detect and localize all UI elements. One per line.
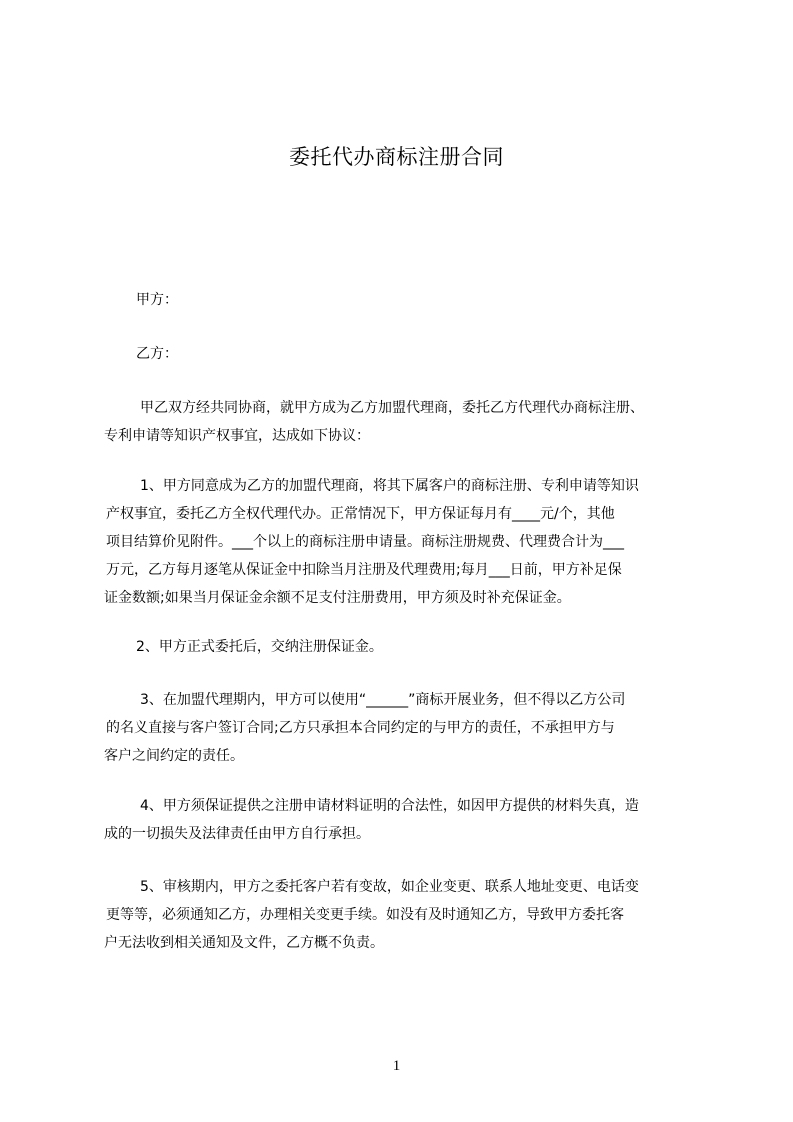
clause-1-line: 万元，乙方每月逐笔从保证金中扣除当月注册及代理费用;每月___日前，甲方补足保 <box>106 562 622 578</box>
clause-5-paragraph <box>104 873 704 957</box>
clause-2-line: 2、甲方正式委托后，交纳注册保证金。 <box>136 639 383 655</box>
party-a-label: 甲方： <box>136 292 178 308</box>
intro-line: 专利申请等知识产权事宜，达成如下协议： <box>104 428 370 444</box>
clause-5-line: 户无法收到相关通知及文件，乙方概不负责。 <box>104 935 384 951</box>
clause-1-paragraph <box>104 472 704 612</box>
intro-paragraph <box>104 394 704 450</box>
clause-3-paragraph <box>104 686 704 770</box>
clause-2-paragraph <box>104 633 704 661</box>
clause-1-line: 产权事宜，委托乙方全权代理代办。正常情况下，甲方保证每月有____元/个，其他 <box>106 506 615 522</box>
clause-4-line: 4、甲方须保证提供之注册申请材料证明的合法性，如因甲方提供的材料失真，造 <box>140 798 639 814</box>
document-title: 委托代办商标注册合同 <box>289 145 504 169</box>
page-number: 1 <box>392 1058 401 1074</box>
clause-5-line: 5、审核期内，甲方之委托客户若有变故，如企业变更、联系人地址变更、电话变 <box>140 879 639 895</box>
clause-1-line: 证金数额;如果当月保证金余额不足支付注册费用，甲方须及时补充保证金。 <box>104 590 571 606</box>
clause-5-line: 更等等，必须通知乙方，办理相关变更手续。如没有及时通知乙方，导致甲方委托客 <box>106 907 624 923</box>
clause-3-line: 客户之间约定的责任。 <box>104 748 244 764</box>
clause-3-line: 3、在加盟代理期内，甲方可以使用“______”商标开展业务，但不得以乙方公司 <box>140 692 626 708</box>
party-b-label: 乙方： <box>136 346 178 362</box>
clause-1-line: 1、甲方同意成为乙方的加盟代理商，将其下属客户的商标注册、专利申请等知识 <box>140 478 639 494</box>
clause-4-line: 成的一切损失及法律责任由甲方自行承担。 <box>104 826 370 842</box>
clause-3-line: 的名义直接与客户签订合同;乙方只承担本合同约定的与甲方的责任，不承担甲方与 <box>106 720 615 736</box>
clause-1-line: 项目结算价见附件。___个以上的商标注册申请量。商标注册规费、代理费合计为___ <box>106 534 624 550</box>
clause-4-paragraph <box>104 792 704 848</box>
intro-line: 甲乙双方经共同协商，就甲方成为乙方加盟代理商，委托乙方代理代办商标注册、 <box>140 400 644 416</box>
